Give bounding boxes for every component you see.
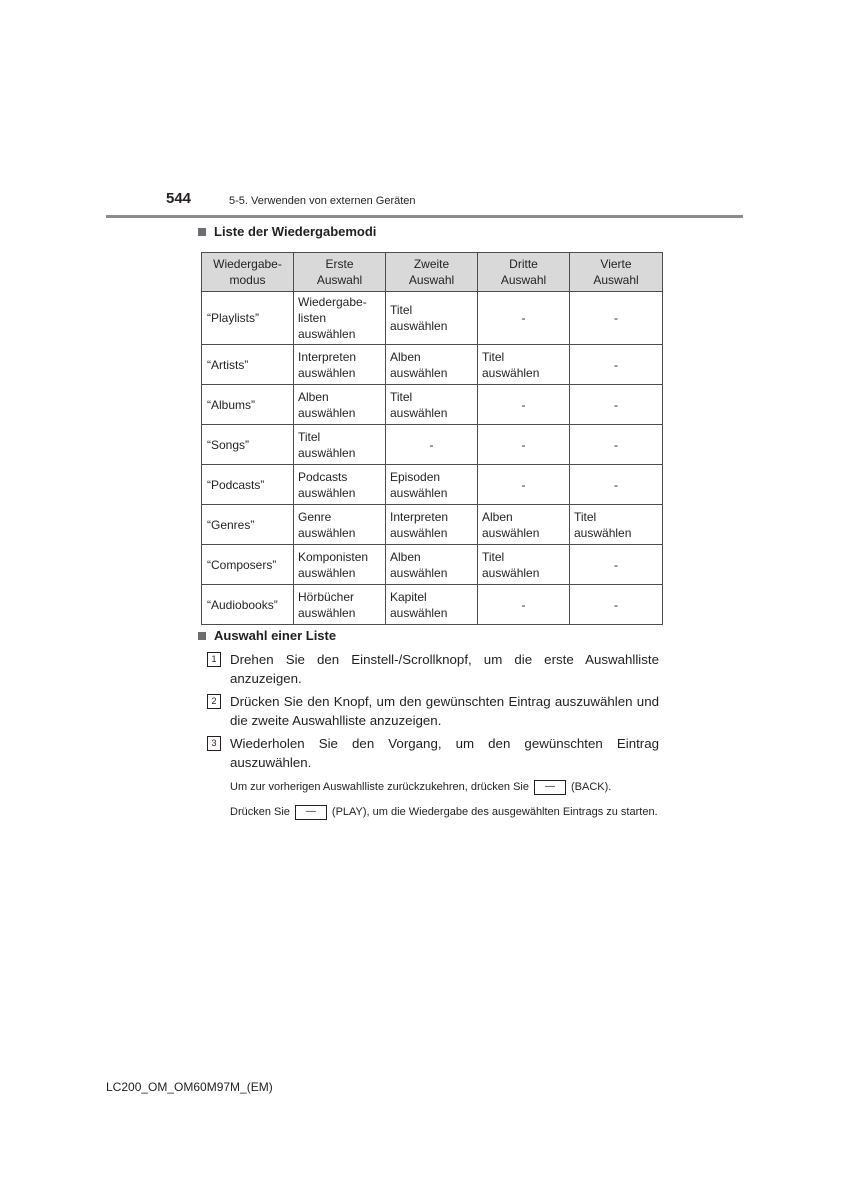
cell-text-line: auswählen	[298, 525, 356, 540]
cell-text-line: -	[521, 311, 526, 325]
cell-text-line: Podcasts	[298, 469, 348, 484]
square-bullet-icon	[198, 228, 206, 236]
selection-cell	[294, 505, 386, 545]
selection-cell	[386, 385, 478, 425]
note-back	[230, 777, 658, 797]
mode-cell: “Podcasts”	[202, 465, 294, 505]
cell-text-line: -	[521, 597, 526, 612]
selection-cell	[570, 385, 663, 425]
header-text-line: Auswahl	[316, 273, 363, 287]
cell-text-line: -	[614, 437, 618, 452]
cell-text-line: Titel	[574, 509, 597, 524]
header-text-line: modus	[229, 273, 266, 287]
selection-cell	[294, 345, 386, 385]
header-text-line: Auswahl	[500, 273, 547, 287]
mode-cell: “Composers”	[202, 545, 294, 585]
note-play	[230, 802, 658, 822]
cell-text-line: auswählen	[390, 565, 448, 580]
section-heading-text: Auswahl einer Liste	[214, 628, 337, 643]
section-heading-text: Liste der Wiedergabemodi	[214, 224, 377, 239]
step-text: Drücken Sie den Knopf, um den gewünschten Eintrag auszuwählen und die zweite Auswahlliste anzuzeigen.	[230, 694, 659, 728]
table-row	[202, 425, 663, 465]
cell-text-line: Alben	[390, 549, 421, 564]
table-row	[202, 585, 663, 625]
selection-cell	[478, 425, 570, 465]
cell-text-line: auswählen	[390, 405, 448, 420]
mode-cell: “Songs”	[202, 425, 294, 465]
cell-text-line: Genre	[298, 509, 332, 524]
header-rule	[106, 215, 743, 218]
cell-text-line: auswählen	[298, 485, 356, 500]
header-text-line: Zweite	[413, 257, 450, 271]
selection-cell	[478, 505, 570, 545]
table-header-cell	[570, 253, 663, 292]
table-row	[202, 465, 663, 505]
cell-text-line: Episoden	[390, 469, 441, 484]
selection-cell	[570, 545, 663, 585]
selection-cell	[478, 345, 570, 385]
header-text-line: Vierte	[600, 257, 632, 271]
table-header-cell	[386, 253, 478, 292]
table-header-cell	[202, 253, 294, 292]
cell-text-line: Alben	[390, 349, 421, 364]
note-text: Drücken Sie	[230, 806, 290, 818]
cell-text-line: Interpreten	[390, 509, 449, 524]
cell-text-line: listen	[298, 311, 327, 325]
cell-text-line: Interpreten	[298, 349, 357, 364]
cell-text-line: -	[614, 357, 618, 372]
header-text-line: Wiedergabe-	[213, 257, 282, 271]
selection-cell	[386, 505, 478, 545]
selection-cell	[386, 465, 478, 505]
cell-text-line: Titel	[390, 389, 413, 404]
step-text: Wiederholen Sie den Vorgang, um den gewünschten Eintrag auszuwählen.	[230, 736, 659, 770]
cell-text-line: auswählen	[574, 525, 632, 540]
step-number-badge: 1	[207, 652, 221, 667]
cell-text-line: auswählen	[390, 525, 448, 540]
cell-text-line: auswählen	[390, 485, 448, 500]
selection-cell	[294, 385, 386, 425]
table-row	[202, 505, 663, 545]
selection-cell	[570, 425, 663, 465]
cell-text-line: -	[614, 477, 618, 492]
step-list	[207, 650, 659, 776]
selection-cell	[386, 292, 478, 345]
step-number-badge: 3	[207, 736, 221, 751]
mode-cell: “Audiobooks”	[202, 585, 294, 625]
chapter-title: 5-5. Verwenden von externen Geräten	[229, 195, 416, 207]
mode-cell: “Genres”	[202, 505, 294, 545]
table-header-cell	[478, 253, 570, 292]
selection-cell	[386, 345, 478, 385]
selection-cell	[478, 465, 570, 505]
mode-cell: “Artists”	[202, 345, 294, 385]
cell-text-line: Alben	[298, 389, 329, 404]
table-row	[202, 292, 663, 345]
header-text-line: Erste	[325, 257, 354, 271]
selection-cell	[570, 585, 663, 625]
play-key-icon: —	[295, 805, 327, 820]
cell-text-line: -	[429, 437, 434, 452]
cell-text-line: Kapitel	[390, 589, 427, 604]
note-text: (PLAY), um die Wiedergabe des ausgewählten Eintrags zu starten.	[331, 806, 658, 818]
cell-text-line: auswählen	[298, 565, 356, 580]
cell-text-line: auswählen	[298, 365, 356, 380]
section-heading-list-selection	[198, 628, 336, 643]
square-bullet-icon	[198, 632, 206, 640]
header-text-line: Auswahl	[408, 273, 455, 287]
selection-cell	[294, 292, 386, 345]
cell-text-line: Titel	[482, 549, 505, 564]
selection-cell	[478, 385, 570, 425]
selection-cell	[478, 545, 570, 585]
header-text-line: Auswahl	[593, 273, 639, 287]
table-header-cell	[294, 253, 386, 292]
selection-cell	[386, 585, 478, 625]
back-key-icon: —	[534, 780, 566, 795]
selection-cell	[294, 425, 386, 465]
cell-text-line: -	[521, 437, 526, 452]
selection-cell	[570, 292, 663, 345]
selection-cell	[570, 345, 663, 385]
cell-text-line: Titel	[390, 303, 413, 317]
note-text: (BACK).	[570, 781, 612, 793]
step-number-badge: 2	[207, 694, 221, 709]
header-text-line: Dritte	[509, 257, 538, 271]
cell-text-line: Titel	[298, 429, 321, 444]
cell-text-line: auswählen	[390, 605, 448, 620]
selection-cell	[478, 585, 570, 625]
cell-text-line: auswählen	[482, 525, 540, 540]
selection-cell	[386, 545, 478, 585]
table-row	[202, 345, 663, 385]
cell-text-line: auswählen	[298, 405, 356, 420]
selection-cell	[570, 505, 663, 545]
playback-modes-table	[201, 252, 663, 625]
selection-cell	[570, 465, 663, 505]
selection-cell	[294, 545, 386, 585]
cell-text-line: Titel	[482, 349, 505, 364]
cell-text-line: -	[614, 557, 618, 572]
cell-text-line: -	[614, 397, 618, 412]
cell-text-line: Hörbücher	[298, 589, 355, 604]
cell-text-line: -	[614, 311, 618, 325]
document-code: LC200_OM_OM60M97M_(EM)	[106, 1080, 273, 1094]
cell-text-line: auswählen	[390, 365, 448, 380]
cell-text-line: -	[614, 597, 618, 612]
cell-text-line: auswählen	[482, 365, 540, 380]
step-text: Drehen Sie den Einstell-/Scrollknopf, um die erste Auswahlliste anzuzeigen.	[230, 652, 659, 686]
table-row	[202, 545, 663, 585]
cell-text-line: auswählen	[298, 327, 356, 341]
table-header-row	[202, 253, 663, 292]
step-item	[207, 734, 659, 772]
selection-cell	[294, 465, 386, 505]
cell-text-line: auswählen	[390, 319, 448, 333]
mode-cell: “Albums”	[202, 385, 294, 425]
section-heading-playback-modes	[198, 224, 376, 239]
cell-text-line: -	[521, 477, 526, 492]
cell-text-line: Komponisten	[298, 549, 369, 564]
page-number: 544	[166, 190, 192, 207]
step-item	[207, 650, 659, 688]
cell-text-line: -	[521, 397, 526, 412]
selection-cell	[294, 585, 386, 625]
cell-text-line: Alben	[482, 509, 513, 524]
cell-text-line: auswählen	[298, 445, 356, 460]
note-text: Um zur vorherigen Auswahlliste zurückzukehren, drücken Sie	[230, 781, 529, 793]
step-item	[207, 692, 659, 730]
cell-text-line: Wiedergabe-	[298, 295, 367, 309]
cell-text-line: auswählen	[482, 565, 540, 580]
table-row	[202, 385, 663, 425]
selection-cell	[478, 292, 570, 345]
cell-text-line: auswählen	[298, 605, 356, 620]
selection-cell	[386, 425, 478, 465]
mode-cell: “Playlists”	[202, 292, 294, 345]
